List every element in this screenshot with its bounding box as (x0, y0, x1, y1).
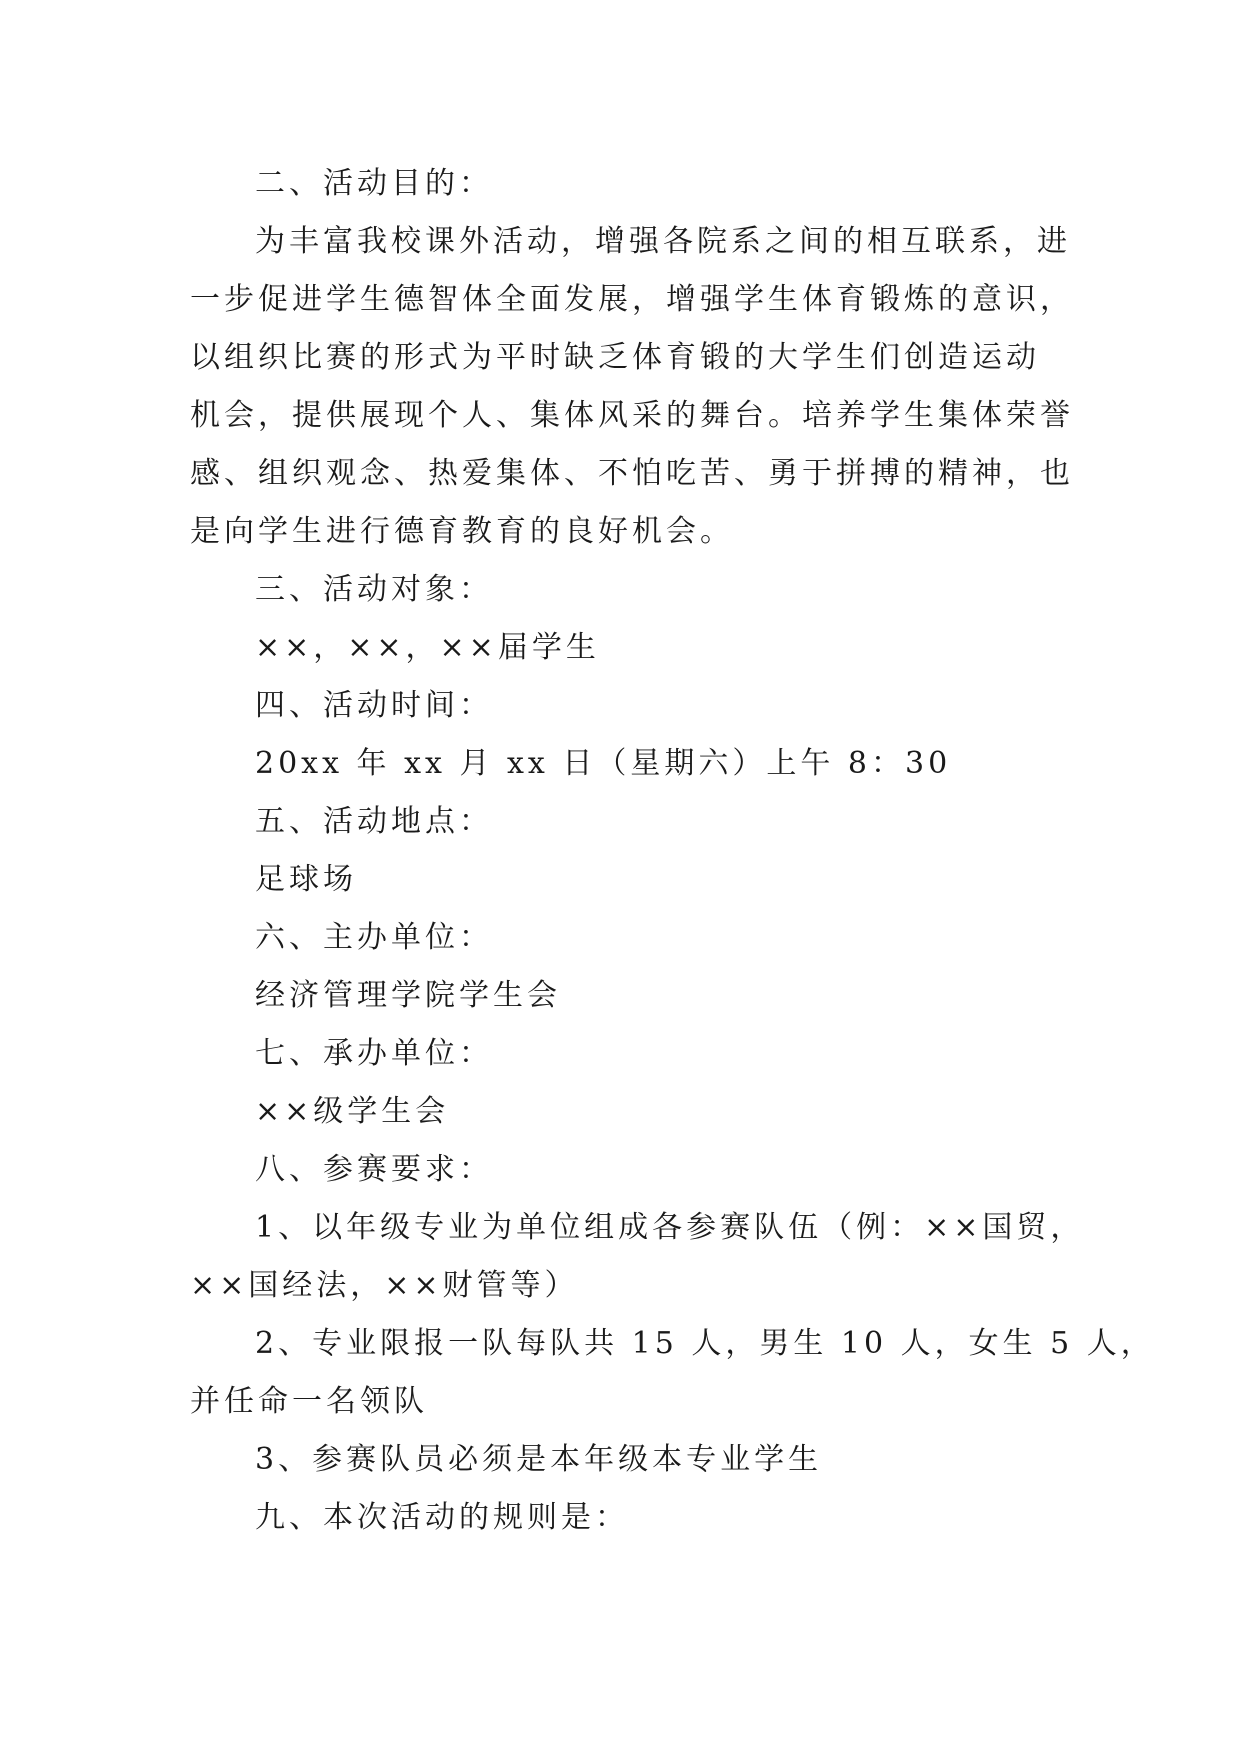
list-item-line: 并任命一名领队 (190, 1384, 428, 1419)
paragraph-line: 以组织比赛的形式为平时缺乏体育锻的大学生们创造运动 (190, 340, 1040, 375)
section-heading: 七、承办单位： (255, 1036, 493, 1071)
paragraph-line: 经济管理学院学生会 (255, 978, 561, 1013)
section-heading: 二、活动目的： (255, 166, 493, 201)
paragraph-line: ××，××，××届学生 (255, 630, 600, 665)
list-item-line: 3、参赛队员必须是本年级本专业学生 (255, 1442, 823, 1477)
list-item-line: 1、以年级专业为单位组成各参赛队伍（例：××国贸， (255, 1210, 1085, 1245)
paragraph-line: 足球场 (255, 862, 357, 897)
section-heading: 六、主办单位： (255, 920, 493, 955)
paragraph-line: 20xx 年 xx 月 xx 日（星期六）上午 8：30 (255, 746, 952, 781)
paragraph-line: 感、组织观念、热爱集体、不怕吃苦、勇于拼搏的精神，也 (190, 456, 1074, 491)
section-heading: 五、活动地点： (255, 804, 493, 839)
section-heading: 四、活动时间： (255, 688, 493, 723)
paragraph-line: 为丰富我校课外活动，增强各院系之间的相互联系，进 (255, 224, 1071, 259)
document-body (190, 155, 1155, 1547)
paragraph-line: ××级学生会 (255, 1094, 450, 1129)
section-heading: 三、活动对象： (255, 572, 493, 607)
section-heading: 九、本次活动的规则是： (255, 1500, 629, 1535)
section-heading: 八、参赛要求： (255, 1152, 493, 1187)
list-item-line: ××国经法，××财管等） (190, 1268, 579, 1303)
paragraph-line: 是向学生进行德育教育的良好机会。 (190, 514, 734, 549)
paragraph-line: 一步促进学生德智体全面发展，增强学生体育锻炼的意识， (190, 282, 1074, 317)
paragraph-line: 机会，提供展现个人、集体风采的舞台。培养学生集体荣誉 (190, 398, 1074, 433)
list-item-line: 2、专业限报一队每队共 15 人，男生 10 人，女生 5 人， (255, 1326, 1155, 1361)
